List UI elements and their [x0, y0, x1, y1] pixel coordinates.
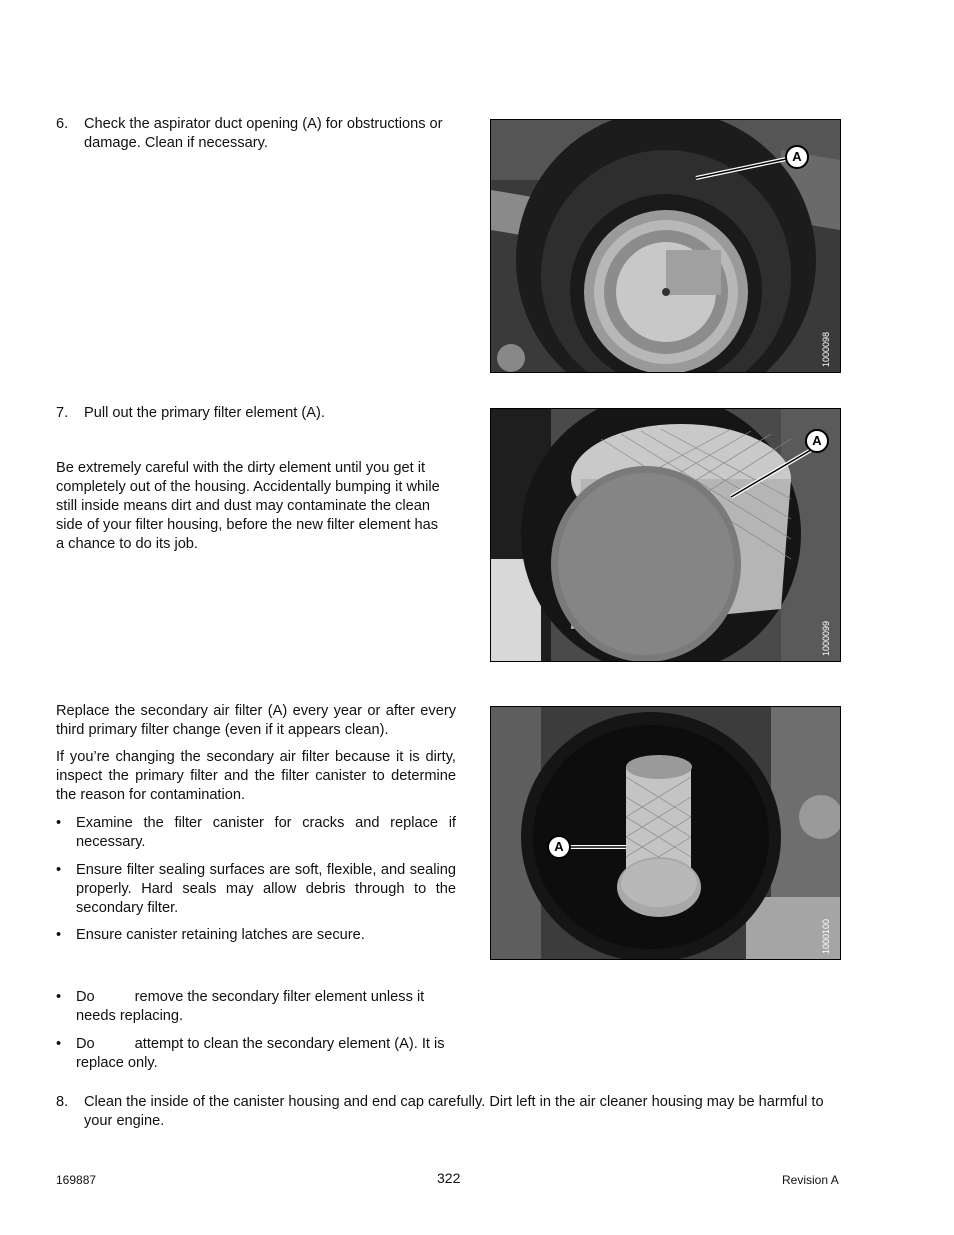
figure-primary-filter: [490, 408, 841, 662]
callout-a: A: [547, 835, 571, 859]
bullet-glyph: •: [56, 1036, 62, 1052]
step-text: Pull out the primary filter element (A).: [84, 405, 325, 421]
bullet-glyph: •: [56, 989, 62, 1005]
doc-number: 169887: [56, 1173, 97, 1187]
page-number: 322: [437, 1170, 461, 1186]
callout-a: A: [785, 145, 809, 169]
figure-secondary-filter: [490, 706, 841, 960]
figure-id: 1000098: [821, 331, 832, 368]
bullet-text: Examine the filter canister for cracks and replace if necessary.: [76, 815, 456, 850]
step-text: Check the aspirator duct opening (A) for obstructions or damage. Clean if necessary.: [84, 116, 443, 151]
step-number: 7.: [56, 405, 69, 421]
note-rest: remove the secondary filter element unless it needs replacing.: [76, 989, 425, 1024]
callout-a: A: [805, 429, 829, 453]
bullet-glyph: •: [56, 862, 62, 878]
caution-text: Be extremely careful with the dirty element until you get it completely out of the housing. Accidentally bumping it while still inside means dirt and dust may contaminate the clean side of your filter housing, before the new filter element has a chance to do its job.: [56, 460, 440, 552]
revision: Revision A: [782, 1173, 839, 1187]
note-do: Do: [76, 989, 95, 1005]
secondary-paragraph-1: Replace the secondary air filter (A) every year or after every third primary filter change (even if it appears clean).: [56, 703, 456, 738]
figure-id: 1000100: [821, 918, 832, 955]
step-text: Clean the inside of the canister housing and end cap carefully. Dirt left in the air cleaner housing may be harmful to your engine.: [84, 1094, 824, 1129]
note-do: Do: [76, 1036, 95, 1052]
bullet-glyph: •: [56, 927, 62, 943]
figure-id: 1000099: [821, 620, 832, 657]
figure-aspirator-duct: [490, 119, 841, 373]
bullet-text: Ensure canister retaining latches are secure.: [76, 927, 365, 943]
bullet-glyph: •: [56, 815, 62, 831]
step-number: 6.: [56, 116, 69, 132]
bullet-text: Ensure filter sealing surfaces are soft, flexible, and sealing properly. Hard seals may allow debris through to the secondary filter.: [76, 862, 456, 916]
note-rest: attempt to clean the secondary element (A). It is replace only.: [76, 1036, 445, 1071]
note-text: [76, 1035, 452, 1073]
note-text: [76, 988, 452, 1026]
secondary-paragraph-2: If you’re changing the secondary air filter because it is dirty, inspect the primary filter and the filter canister to determine the reason for contamination.: [56, 749, 456, 803]
step-number: 8.: [56, 1094, 69, 1110]
